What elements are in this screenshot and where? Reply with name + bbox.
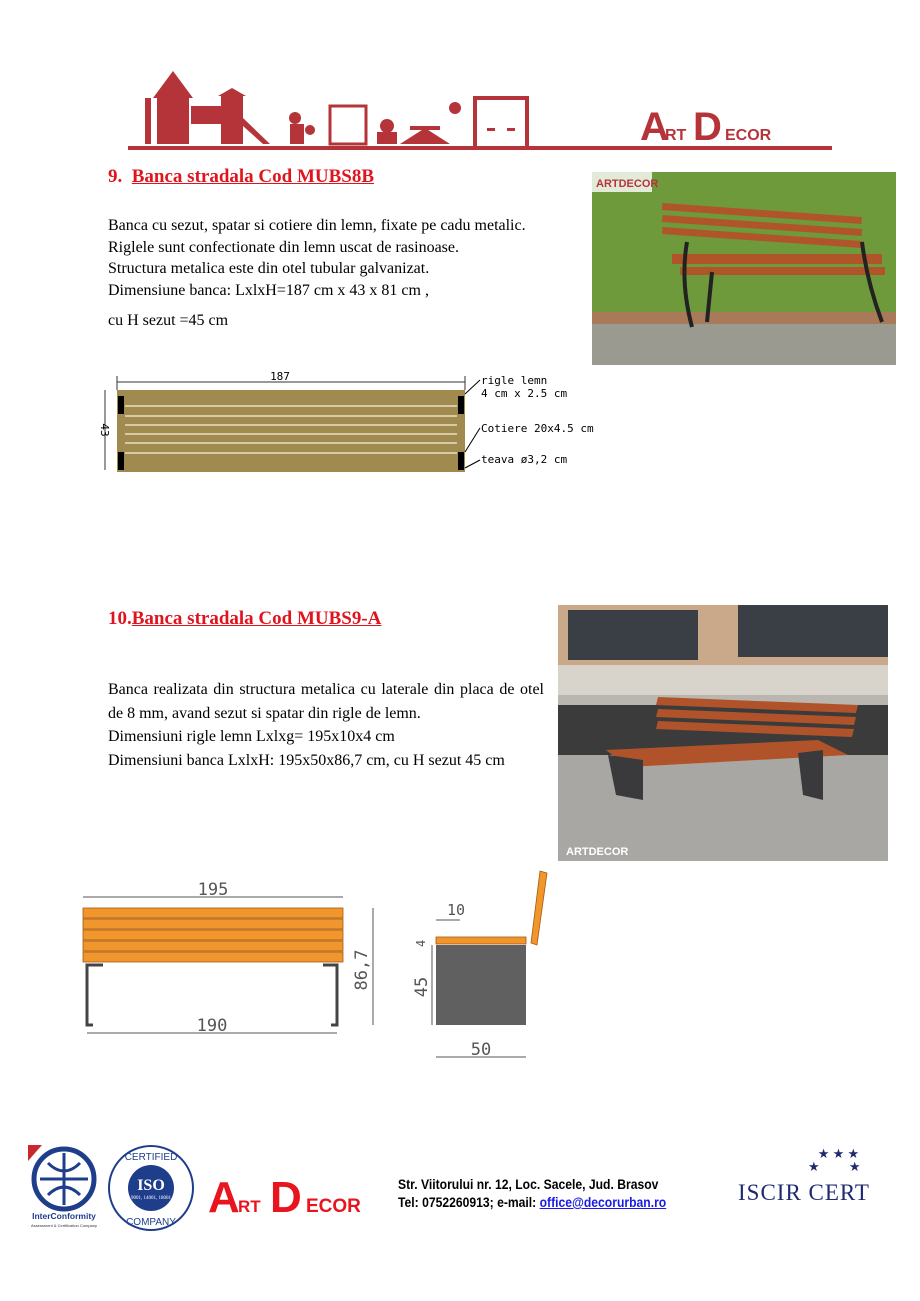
iscir-cert-logo: ISCIR CERT: [738, 1180, 870, 1205]
svg-text:D: D: [270, 1173, 302, 1218]
section1-drawing: [95, 368, 605, 478]
svg-text:ECOR: ECOR: [306, 1196, 361, 1217]
svg-text:A: A: [208, 1173, 240, 1218]
footer-contact: Str. Viitorului nr. 12, Loc. Sacele, Jud. Brasov Tel: 0752260913; e-mail: office@decorurban.ro: [398, 1177, 667, 1210]
svg-text:CERTIFIED: CERTIFIED: [124, 1152, 178, 1163]
svg-text:10: 10: [447, 901, 466, 919]
svg-text:Cotiere 20x4.5 cm: Cotiere 20x4.5 cm: [481, 422, 594, 435]
svg-text:4 cm x 2.5 cm: 4 cm x 2.5 cm: [481, 387, 568, 400]
section2-description: Banca realizata din structura metalica cu laterale din placa de otel de 8 mm, avand sezut si spatar din rigle de lemn. Dimensiuni rigle lemn Lxlxg= 195x10x4 cm Dimensiuni banca LxlxH: 195x50x86,7 cm, cu H sezut 45 cm: [108, 681, 544, 770]
svg-text:RT: RT: [665, 127, 687, 144]
header-brand-logo: [640, 105, 772, 149]
svg-text:187: 187: [270, 370, 290, 383]
svg-text:190: 190: [196, 1016, 228, 1036]
svg-text:45: 45: [412, 976, 432, 998]
svg-text:A: A: [640, 105, 669, 149]
svg-text:Assessment & Certification Com: Assessment & Certification Company: [30, 1223, 98, 1228]
svg-text:D: D: [693, 105, 722, 149]
section1-title: 9. Banca stradala Cod MUBS8B: [108, 166, 375, 187]
svg-text:4: 4: [414, 939, 428, 947]
svg-text:teava ø3,2 cm: teava ø3,2 cm: [481, 453, 568, 466]
section1-seat-height: cu H sezut =45 cm: [108, 312, 229, 329]
svg-text:86,7: 86,7: [352, 949, 372, 991]
section2-drawing: [75, 865, 555, 1065]
svg-text:ARTDECOR: ARTDECOR: [596, 178, 659, 190]
section1-description: Banca cu sezut, spatar si cotiere din lemn, fixate pe cadu metalic. Riglele sunt confectionate din lemn uscat de rasinoase. Structura metalica este din otel tubular galvanizat. Dimensiune banca: LxlxH=187 cm x 43 x 81 cm ,: [108, 217, 526, 299]
section1-photo: [592, 172, 896, 365]
footer-brand-logo: [208, 1168, 390, 1218]
header-banner: [125, 68, 835, 156]
svg-text:RT: RT: [238, 1197, 261, 1216]
svg-text:COMPANY: COMPANY: [126, 1217, 176, 1228]
svg-text:43: 43: [98, 423, 111, 437]
svg-text:195: 195: [197, 880, 229, 900]
email-link[interactable]: office@decorurban.ro: [539, 1195, 667, 1210]
section2-title: 10.Banca stradala Cod MUBS9-A: [108, 608, 382, 629]
svg-text:50: 50: [470, 1040, 492, 1060]
section2-photo: [558, 605, 888, 861]
interconformity-logo: [26, 1143, 106, 1235]
iso-certified-logo: [106, 1143, 196, 1233]
svg-text:rigle lemn: rigle lemn: [481, 374, 548, 387]
svg-text:ISO: ISO: [137, 1177, 165, 1194]
stars-icon: ★ ★ ★ ★ ★: [808, 1146, 861, 1174]
svg-text:ARTDECOR: ARTDECOR: [566, 846, 629, 858]
svg-text:InterConformity: InterConformity: [32, 1211, 96, 1221]
svg-text:9001, 14001, 18001: 9001, 14001, 18001: [131, 1196, 171, 1201]
svg-text:ECOR: ECOR: [725, 127, 772, 144]
